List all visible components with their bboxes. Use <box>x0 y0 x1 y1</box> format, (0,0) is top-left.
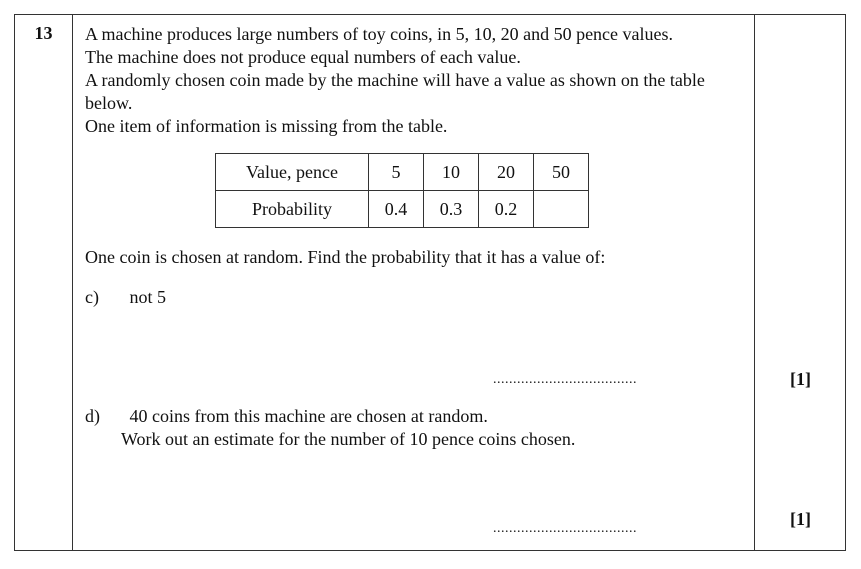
part-d <box>85 405 575 451</box>
part-d-line2: Work out an estimate for the number of 10 pence coins chosen. <box>121 429 576 449</box>
table-row-probabilities <box>216 191 589 228</box>
probability-table <box>215 153 589 228</box>
probability-cell-missing[interactable] <box>534 191 589 228</box>
table-row-values <box>216 154 589 191</box>
row-header-value: Value, pence <box>216 154 369 191</box>
part-d-label: d) <box>85 406 100 426</box>
value-cell: 50 <box>534 154 589 191</box>
question-prompt: One coin is chosen at random. Find the probability that it has a value of: <box>85 247 606 267</box>
question-stem <box>85 23 745 138</box>
column-divider-right <box>754 15 755 550</box>
marks-c: [1] <box>790 369 811 389</box>
probability-cell: 0.4 <box>369 191 424 228</box>
part-c-label: c) <box>85 287 99 307</box>
value-cell: 5 <box>369 154 424 191</box>
question-number: 13 <box>34 23 53 43</box>
part-c-text: not 5 <box>129 287 167 307</box>
part-d-line1: 40 coins from this machine are chosen at random. <box>129 406 488 426</box>
stem-line: A randomly chosen coin made by the machine will have a value as shown on the table below. <box>85 70 705 113</box>
row-header-probability: Probability <box>216 191 369 228</box>
part-c <box>85 287 166 308</box>
stem-line: One item of information is missing from the table. <box>85 116 448 136</box>
question-frame <box>14 14 846 551</box>
value-cell: 10 <box>424 154 479 191</box>
probability-cell: 0.3 <box>424 191 479 228</box>
probability-cell: 0.2 <box>479 191 534 228</box>
value-cell: 20 <box>479 154 534 191</box>
marks-d: [1] <box>790 509 811 529</box>
stem-line: A machine produces large numbers of toy coins, in 5, 10, 20 and 50 pence values. <box>85 24 674 44</box>
stem-line: The machine does not produce equal numbers of each value. <box>85 47 521 67</box>
column-divider-left <box>72 15 73 550</box>
answer-line-c[interactable]: .................................... <box>493 372 637 387</box>
answer-line-d[interactable]: .................................... <box>493 521 637 536</box>
